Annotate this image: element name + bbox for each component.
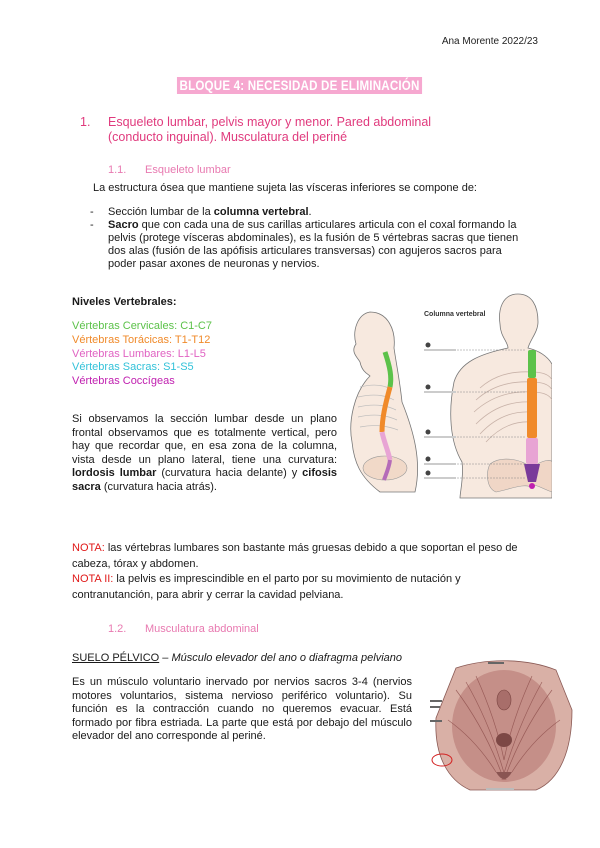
level-thoracic: Vértebras Torácicas: T1-T12 bbox=[72, 334, 211, 346]
suelo-pelvico-line: SUELO PÉLVICO – Músculo elevador del ano o diafragma pelviano bbox=[72, 652, 402, 664]
bullet-dash: - bbox=[90, 206, 94, 218]
level-lumbar: Vértebras Lumbares: L1-L5 bbox=[72, 348, 206, 360]
levels-title: Niveles Vertebrales: bbox=[72, 296, 177, 308]
header-author-year: Ana Morente 2022/23 bbox=[441, 36, 538, 47]
lumbar-paragraph: Si observamos la sección lumbar desde un plano frontal observamos que es totalmente vertical, pero hay que recordar que, en esa zona de la columna, vista desde un plano lateral, tiene una curvatura: lordosis lumbar (curvatura hacia delante) y cifosis sacra (curvatura hacia atrás). bbox=[72, 413, 337, 493]
page-title: BLOQUE 4: NECESIDAD DE ELIMINACIÓN bbox=[0, 77, 600, 95]
subsection-number: 1.2. bbox=[108, 623, 127, 635]
level-cervical: Vértebras Cervicales: C1-C7 bbox=[72, 320, 212, 332]
pelvic-floor-figure bbox=[426, 660, 576, 794]
bullet-dash: - bbox=[90, 219, 94, 231]
note-1: NOTA: las vértebras lumbares son bastante más gruesas debido a que soportan el peso de cabeza, tórax y abdomen. bbox=[72, 542, 518, 570]
notes-block bbox=[72, 541, 532, 603]
level-sacral: Vértebras Sacras: S1-S5 bbox=[72, 361, 194, 373]
muscle-paragraph: Es un músculo voluntario inervado por nervios sacros 3-4 (nervios motores voluntarios, sistema nervioso periférico voluntario). Su función es la contracción cuando no queremos evacuar. Está formado por fibra estriada. La parte que está por debajo del músculo elevador del ano corresponde al periné. bbox=[72, 676, 412, 742]
section-number: 1. bbox=[80, 115, 91, 129]
intro-text: La estructura ósea que mantiene sujeta las vísceras inferiores se compone de: bbox=[93, 182, 477, 194]
subsection-number: 1.1. bbox=[108, 164, 127, 176]
spine-figure bbox=[340, 292, 552, 500]
subsection-heading: Esqueleto lumbar bbox=[145, 164, 231, 176]
spine-figure-caption: Columna vertebral bbox=[424, 311, 486, 318]
note-2: NOTA II: la pelvis es imprescindible en el parto por su movimiento de nutación y contranutanción, para abrir y cerrar la cavidad pelviana. bbox=[72, 573, 461, 601]
section-heading: Esqueleto lumbar, pelvis mayor y menor. Pared abdominal (conducto inguinal). Musculatura del periné bbox=[108, 115, 432, 144]
bullet-sacro: Sacro que con cada una de sus carillas articulares articula con el coxal formando la pelvis (protege vísceras abdominales), es la fusión de 5 vértebras sacras que tienen dos alas (fusión de las apófisis articulares transversas) con agujeros sacros para poder pasar axones de neuronas y nervios. bbox=[108, 219, 519, 270]
level-coccygeal: Vértebras Coccígeas bbox=[72, 375, 175, 387]
bullet-columna: Sección lumbar de la columna vertebral. bbox=[108, 206, 312, 218]
subsection-heading: Musculatura abdominal bbox=[145, 623, 259, 635]
